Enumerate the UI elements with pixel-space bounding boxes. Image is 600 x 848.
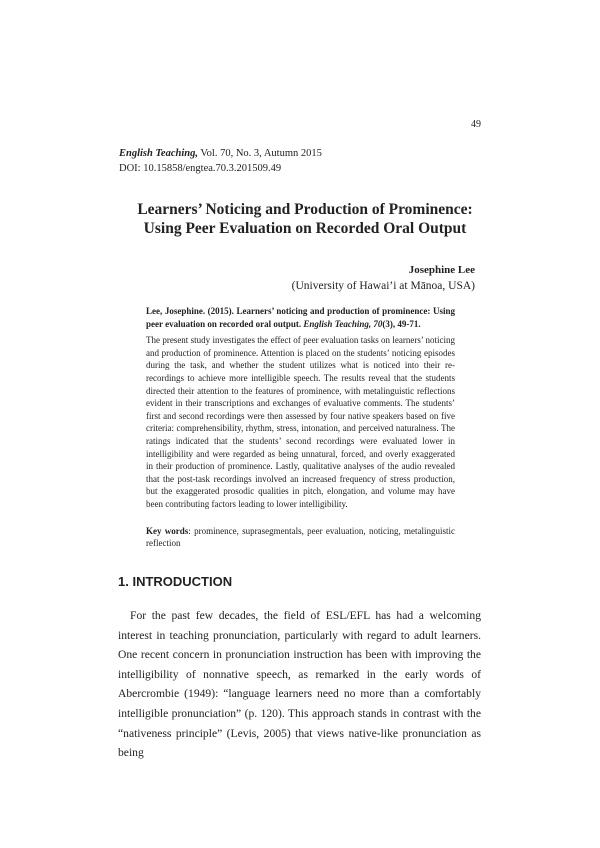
journal-name: English Teaching, (119, 148, 198, 159)
abstract-text: The present study investigates the effect of peer evaluation tasks on learners’ noticing and production of prominence. Attention is placed on the students’ noticing episodes during the task, and whether the student utilizes what is noticed into their re-recordings to achieve more intelligible speech. The results reveal that the students directed their attention to the features of prominence, with metalinguistic reflections evident in their transcriptions and exchanges of evaluative comments. The students’ first and second recordings were then assessed by four native speakers based on five criteria: comprehensibility, rhythm, stress, intonation, and perceived naturalness. The ratings indicated that the students’ second recordings were evaluated lower in intelligibility and were regarded as being unnatural, forced, and overly exaggerated in their production of prominence. Lastly, qualitative analyses of the audio revealed that the post-task recordings involved an increased frequency of stress production, but the exaggerated prosodic qualities in pitch, elongation, and volume may have been contributing factors leading to lower intelligibility. (146, 335, 455, 509)
author-block (292, 262, 475, 294)
citation-text: Lee, Josephine. (2015). Learners’ noticing and production of prominence: Using peer evaluation on recorded oral output. (146, 306, 455, 329)
body-paragraph: For the past few decades, the field of ESL/EFL has had a welcoming interest in teaching pronunciation, particularly with regard to adult learners. One recent concern in pronunciation instruction has been with improving the intelligibility of nonnative speech, as remarked in the early words of Abercrombie (1949): “language learners need no more than a comfortably intelligible pronunciation” (p. 120). This approach stands in contrast with the “nativeness principle” (Levis, 2005) that views native-like pronunciation as being (118, 609, 481, 760)
keywords-text: : prominence, suprasegmentals, peer evaluation, noticing, metalinguistic reflection (146, 525, 455, 549)
keywords-label: Key words (146, 525, 189, 536)
journal-issue: Vol. 70, No. 3, Autumn 2015 (197, 148, 322, 159)
paper-title (100, 200, 510, 238)
page-number: 49 (471, 119, 481, 130)
author-affiliation: (University of Hawai’i at Mānoa, USA) (291, 280, 475, 292)
journal-issue-line (119, 146, 322, 161)
title-line-2: Using Peer Evaluation on Recorded Oral Output (143, 220, 467, 237)
citation (146, 305, 455, 330)
section-heading: 1. INTRODUCTION (118, 574, 233, 589)
journal-doi: DOI: 10.15858/engtea.70.3.201509.49 (119, 163, 282, 174)
citation-pages: (3), 49-71. (382, 318, 421, 329)
journal-info (119, 146, 322, 176)
citation-journal: English Teaching, 70 (303, 318, 383, 329)
author-name: Josephine Lee (408, 264, 475, 276)
title-line-1: Learners’ Noticing and Production of Prominence: (137, 201, 473, 218)
abstract-block (146, 305, 455, 550)
keywords (146, 525, 455, 550)
